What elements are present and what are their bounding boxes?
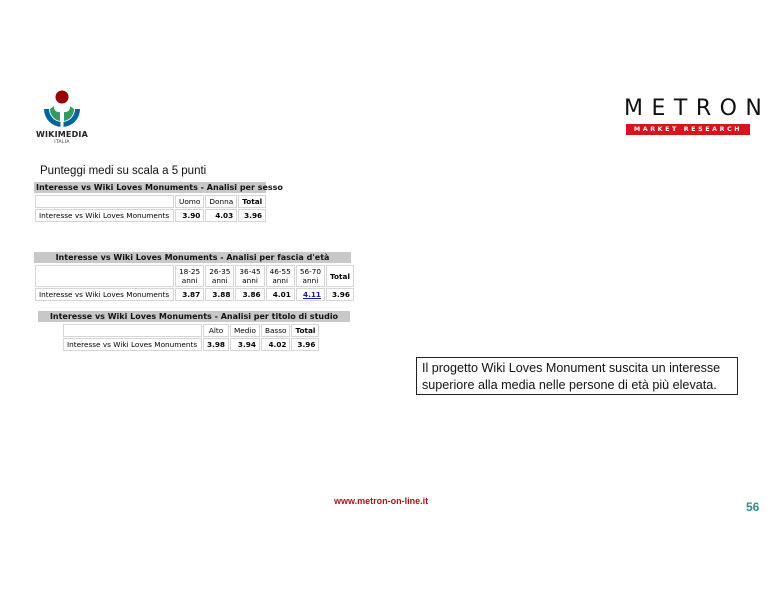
page-number: 56 xyxy=(746,500,760,514)
empty-header-cell xyxy=(35,265,174,287)
table-header-row xyxy=(35,265,354,287)
table-row xyxy=(63,338,319,351)
row-label: Interesse vs Wiki Loves Monuments xyxy=(35,209,174,222)
value-cell: 4.03 xyxy=(205,209,237,222)
value-cell: 3.98 xyxy=(203,338,229,351)
empty-header-cell xyxy=(63,324,202,337)
column-header: Alto xyxy=(203,324,229,337)
metron-logo-tagline: MARKET RESEARCH xyxy=(626,124,750,135)
data-table xyxy=(34,264,355,302)
table-row xyxy=(35,288,354,301)
data-table xyxy=(34,194,267,223)
footer-url-link[interactable]: www.metron-on-line.it xyxy=(334,496,429,506)
column-header: 18-25 anni xyxy=(175,265,204,287)
data-table xyxy=(62,323,320,352)
value-cell: 3.96 xyxy=(326,288,354,301)
value-cell: 3.87 xyxy=(175,288,204,301)
column-header: 46-55 anni xyxy=(266,265,295,287)
wikimedia-emblem-icon xyxy=(34,90,90,132)
column-header: Basso xyxy=(261,324,291,337)
row-label: Interesse vs Wiki Loves Monuments xyxy=(63,338,202,351)
metron-logo-title: METRON xyxy=(624,96,771,121)
value-cell: 3.96 xyxy=(291,338,319,351)
column-header: Total xyxy=(238,195,266,208)
value-cell: 3.88 xyxy=(205,288,234,301)
scale-subtitle: Punteggi medi su scala a 5 punti xyxy=(40,165,207,177)
column-header: 36-45 anni xyxy=(235,265,264,287)
wikimedia-logo-text: WIKIMEDIA xyxy=(35,130,88,139)
metron-logo xyxy=(624,96,771,139)
wikimedia-italia-logo xyxy=(34,90,90,148)
value-cell: 4.01 xyxy=(266,288,295,301)
column-header: Total xyxy=(291,324,319,337)
column-header: Medio xyxy=(230,324,260,337)
row-label: Interesse vs Wiki Loves Monuments xyxy=(35,288,174,301)
value-cell: 3.94 xyxy=(230,338,260,351)
value-cell: 4.02 xyxy=(261,338,291,351)
column-header: Uomo xyxy=(175,195,204,208)
wikimedia-logo-subtext: ITALIA xyxy=(54,140,70,145)
value-cell: 3.86 xyxy=(235,288,264,301)
table-by-age xyxy=(34,252,355,302)
table-header-row xyxy=(63,324,319,337)
highlighted-value-link[interactable]: 4.11 xyxy=(296,288,325,301)
value-cell: 3.90 xyxy=(175,209,204,222)
table-row xyxy=(35,209,266,222)
table-header-row xyxy=(35,195,266,208)
column-header: Donna xyxy=(205,195,237,208)
column-header: 26-35 anni xyxy=(205,265,234,287)
table-title: Interesse vs Wiki Loves Monuments - Analisi per sesso xyxy=(36,183,283,192)
empty-header-cell xyxy=(35,195,174,208)
table-title: Interesse vs Wiki Loves Monuments - Analisi per fascia d'età xyxy=(34,252,351,263)
table-title: Interesse vs Wiki Loves Monuments - Analisi per titolo di studio xyxy=(38,311,350,322)
value-cell: 3.96 xyxy=(238,209,266,222)
conclusion-callout: Il progetto Wiki Loves Monument suscita un interesse superiore alla media nelle persone di età più elevata. xyxy=(416,357,738,395)
column-header: Total xyxy=(326,265,354,287)
column-header: 56-70 anni xyxy=(296,265,325,287)
table-by-education xyxy=(38,311,350,352)
table-by-gender xyxy=(34,182,283,223)
